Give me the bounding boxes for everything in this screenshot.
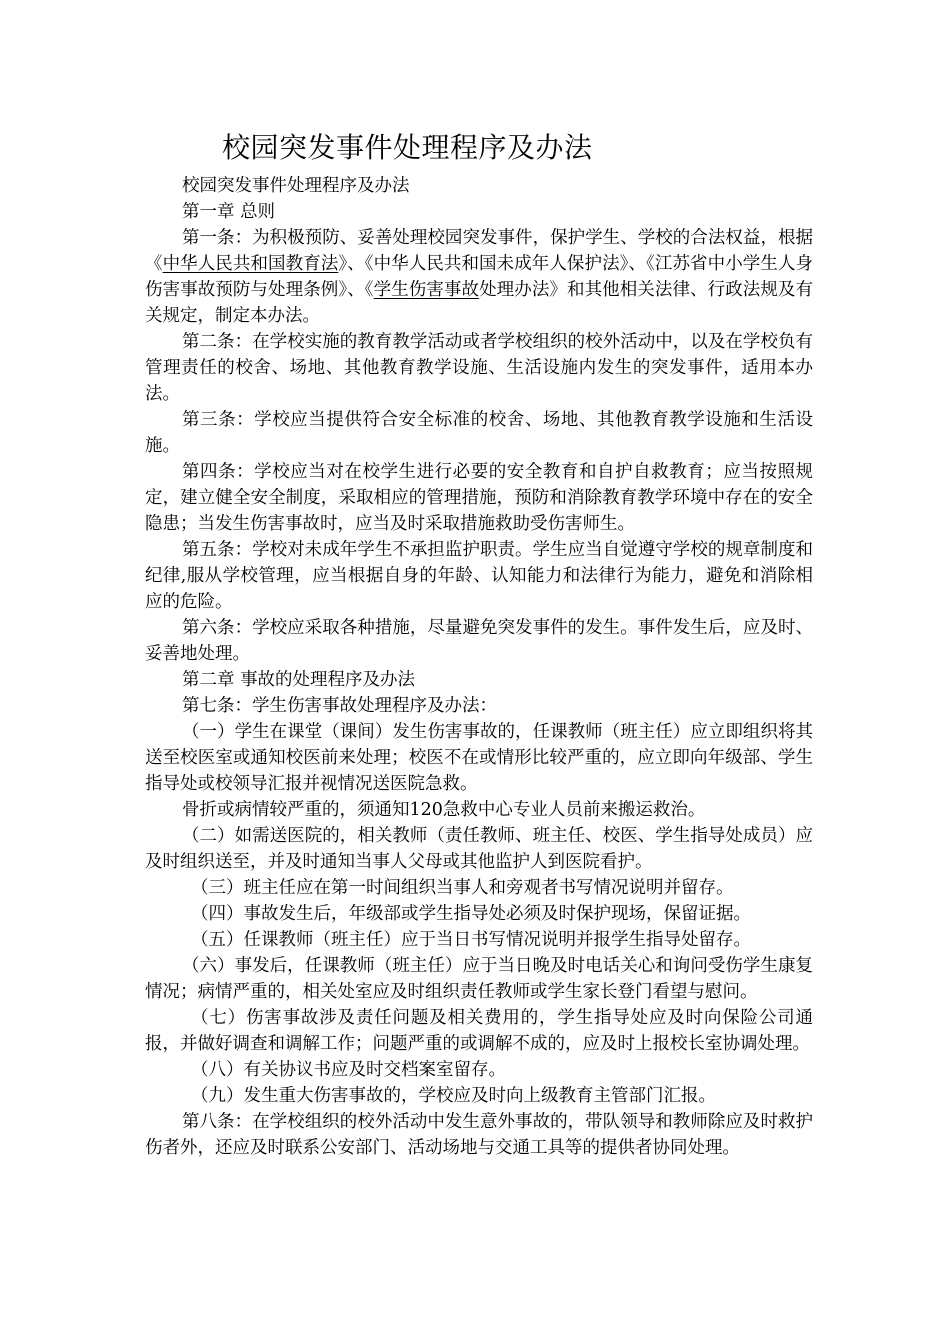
article-1 bbox=[145, 225, 813, 329]
article-7: 第七条：学生伤害事故处理程序及办法： bbox=[182, 696, 497, 716]
item-7: （七）伤害事故涉及责任问题及相关费用的，学生指导处应及时向保险公司通报，并做好调查和调解工作；问题严重的或调解不成的，应及时上报校长室协调处理。 bbox=[145, 1008, 813, 1054]
item-2: （二）如需送医院的，相关教师（责任教师、班主任、校医、学生指导处成员）应及时组织送至，并及时通知当事人父母或其他监护人到医院看护。 bbox=[145, 826, 813, 872]
subtitle: 校园突发事件处理程序及办法 bbox=[182, 176, 410, 196]
article-5: 第五条：学校对未成年学生不承担监护职责。学生应当自觉遵守学校的规章制度和纪律,服从学校管理，应当根据自身的年龄、认知能力和法律行为能力，避免和消除相应的危险。 bbox=[145, 540, 813, 612]
item-8: （八）有关协议书应及时交档案室留存。 bbox=[191, 1060, 506, 1080]
chapter-heading-2: 第二章 事故的处理程序及办法 bbox=[182, 670, 416, 690]
document-body bbox=[145, 173, 813, 1161]
item-9: （九）发生重大伤害事故的，学校应及时向上级教育主管部门汇报。 bbox=[191, 1086, 716, 1106]
item-3: （三）班主任应在第一时间组织当事人和旁观者书写情况说明并留存。 bbox=[191, 878, 734, 898]
item-1: （一）学生在课堂（课间）发生伤害事故的，任课教师（班主任）应立即组织将其送至校医室或通知校医前来处理；校医不在或情形比较严重的，应立即向年级部、学生指导处或校领导汇报并视情况送医院急救。 bbox=[145, 722, 813, 794]
document-title: 校园突发事件处理程序及办法 bbox=[222, 131, 593, 164]
article-1-text-a: 第一条：为积极预防、妥善处理校园突发事件，保护学生、学校的合法权益，根据《 bbox=[145, 228, 813, 274]
article-1-text-b: 》、《中华人民共和国未成年人保护法》、《江苏省中小学生人身伤害事故预防与处理条例》、《 bbox=[145, 254, 814, 300]
item-4: （四）事故发生后，年级部或学生指导处必须及时保护现场，保留证据。 bbox=[191, 904, 751, 924]
article-8: 第八条：在学校组织的校外活动中发生意外事故的，带队领导和教师除应及时救护伤者外，还应及时联系公安部门、活动场地与交通工具等的提供者协同处理。 bbox=[145, 1112, 813, 1158]
item-1-note: 骨折或病情较严重的，须通知120急救中心专业人员前来搬运救治。 bbox=[182, 800, 706, 820]
item-6: （六）事发后，任课教师（班主任）应于当日晚及时电话关心和询问受伤学生康复情况；病情严重的，相关处室应及时组织责任教师或学生家长登门看望与慰问。 bbox=[145, 956, 813, 1002]
article-4: 第四条：学校应当对在校学生进行必要的安全教育和自护自救教育；应当按照规定，建立健全安全制度，采取相应的管理措施，预防和消除教育教学环境中存在的安全隐患；当发生伤害事故时，应当及时采取措施救助受伤害师生。 bbox=[145, 462, 813, 534]
student-injury-link[interactable]: 学生伤害事故 bbox=[373, 280, 480, 300]
article-3: 第三条：学校应当提供符合安全标准的校舍、场地、其他教育教学设施和生活设施。 bbox=[145, 410, 813, 456]
article-6: 第六条：学校应采取各种措施，尽量避免突发事件的发生。事件发生后，应及时、妥善地处理。 bbox=[145, 618, 813, 664]
education-law-link[interactable]: 中华人民共和国教育法 bbox=[162, 254, 339, 274]
chapter-heading-1: 第一章 总则 bbox=[182, 202, 276, 222]
item-5: （五）任课教师（班主任）应于当日书写情况说明并报学生指导处留存。 bbox=[191, 930, 751, 950]
article-1-text-c: 处理办法》和其他相关法律、行政法规及有关规定，制定本办法。 bbox=[145, 280, 814, 326]
article-2: 第二条：在学校实施的教育教学活动或者学校组织的校外活动中，以及在学校负有管理责任的校舍、场地、其他教育教学设施、生活设施内发生的突发事件，适用本办法。 bbox=[145, 332, 813, 404]
